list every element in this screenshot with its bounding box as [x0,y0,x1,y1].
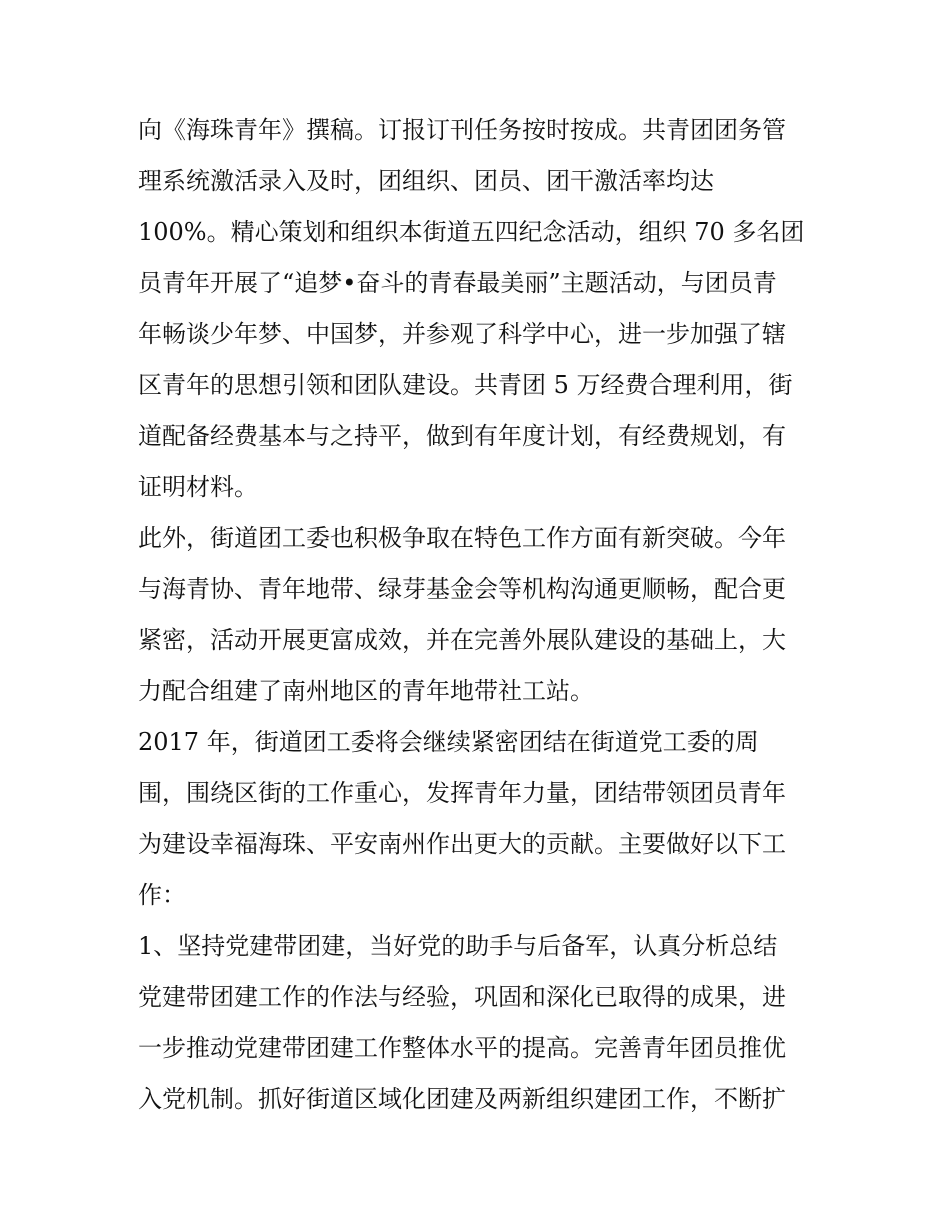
text-line: 年畅谈少年梦、中国梦，并参观了科学中心，进一步加强了辖 [138,320,786,348]
text-line: 道配备经费基本与之持平，做到有年度计划，有经费规划，有 [138,422,786,450]
text-line: 作： [138,881,186,909]
text-line: 围，围绕区街的工作重心，发挥青年力量，团结带领团员青年 [138,779,786,807]
text-line: 100%。精心策划和组织本街道五四纪念活动，组织 70 多名团 [138,218,805,246]
text-line: 入党机制。抓好街道区域化团建及两新组织建团工作，不断扩 [138,1085,786,1113]
text-line: 此外，街道团工委也积极争取在特色工作方面有新突破。今年 [138,524,786,552]
text-line: 力配合组建了南州地区的青年地带社工站。 [138,677,594,705]
text-line: 区青年的思想引领和团队建设。共青团 5 万经费合理利用，街 [138,371,793,399]
text-line: 为建设幸福海珠、平安南州作出更大的贡献。主要做好以下工 [138,830,786,858]
text-line: 一步推动党建带团建工作整体水平的提高。完善青年团员推优 [138,1034,786,1062]
text-line: 向《海珠青年》撰稿。订报订刊任务按时按成。共青团团务管 [138,116,786,144]
text-line: 2017 年，街道团工委将会继续紧密团结在街道党工委的周 [138,728,759,756]
text-line: 党建带团建工作的作法与经验，巩固和深化已取得的成果，进 [138,983,786,1011]
text-line: 紧密，活动开展更富成效，并在完善外展队建设的基础上，大 [138,626,786,654]
text-line: 证明材料。 [138,473,258,501]
text-line: 员青年开展了“追梦•奋斗的青春最美丽”主题活动，与团员青 [138,269,777,297]
document-body [138,105,818,1125]
text-line: 1、坚持党建带团建，当好党的助手与后备军，认真分析总结 [138,932,778,960]
text-line: 与海青协、青年地带、绿芽基金会等机构沟通更顺畅，配合更 [138,575,786,603]
text-line: 理系统激活录入及时，团组织、团员、团干激活率均达 [138,167,714,195]
